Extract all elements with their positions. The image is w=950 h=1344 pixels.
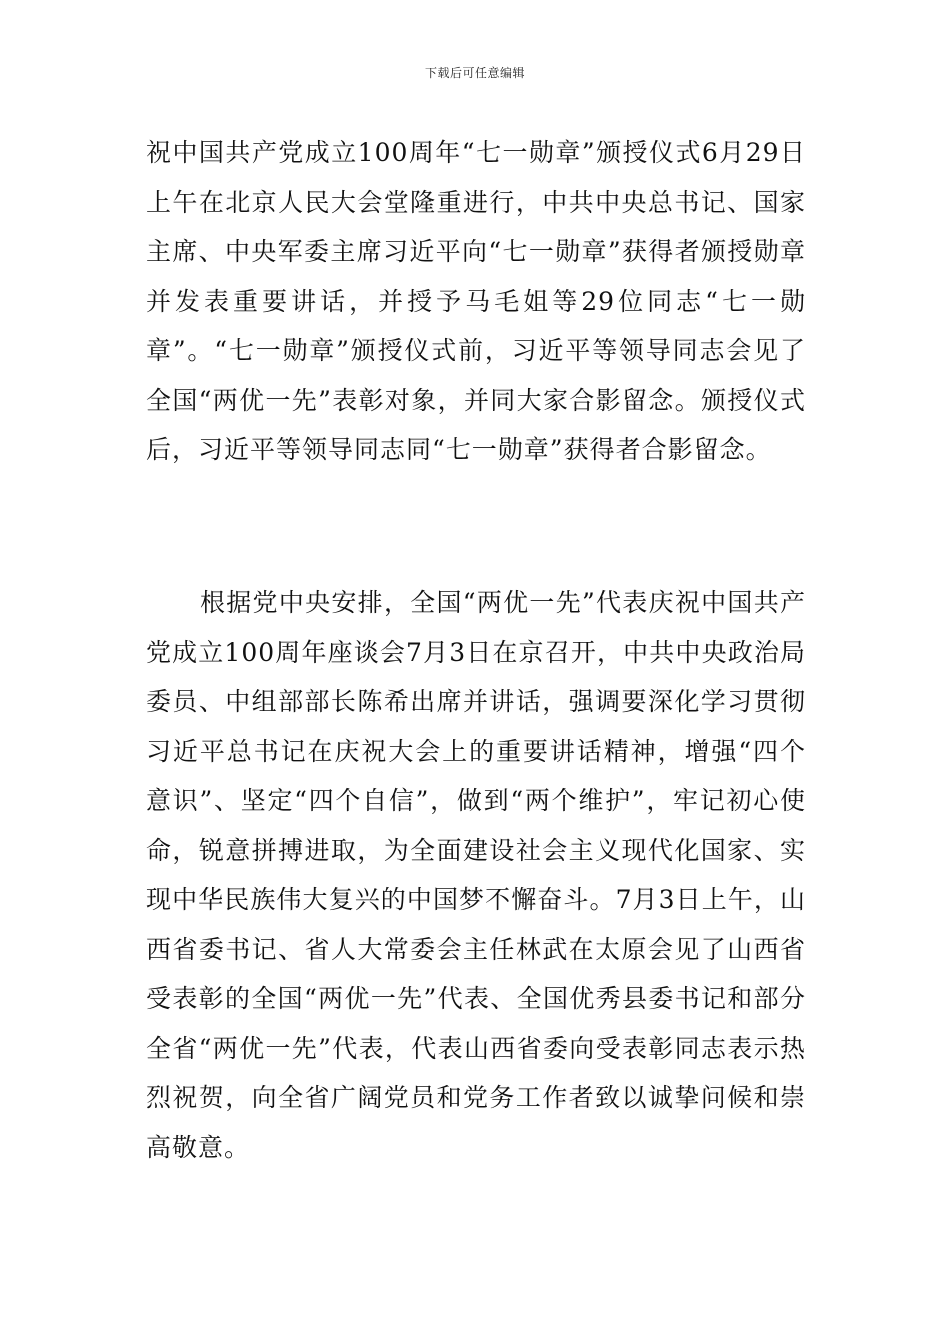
body-paragraph-1: 祝中国共产党成立100周年“七一勋章”颁授仪式6月29日上午在北京人民大会堂隆重进行，中共中央总书记、国家主席、中央军委主席习近平向“七一勋章”获得者颁授勋章并发表重要讲话，并授予马毛姐等29位同志“七一勋章”。“七一勋章”颁授仪式前，习近平等领导同志会见了全国“两优一先”表彰对象，并同大家合影留念。颁授仪式后，习近平等领导同志同“七一勋章”获得者合影留念。 [146,138,806,464]
page-header-note: 下载后可任意编辑 [424,66,525,80]
body-paragraph-2: 根据党中央安排，全国“两优一先”代表庆祝中国共产党成立100周年座谈会7月3日在京召开，中共中央政治局委员、中组部部长陈希出席并讲话，强调要深化学习贯彻习近平总书记在庆祝大会上的重要讲话精神，增强“四个意识”、坚定“四个自信”，做到“两个维护”，牢记初心使命，锐意拼搏进取，为全面建设社会主义现代化国家、实现中华民族伟大复兴的中国梦不懈奋斗。7月3日上午，山西省委书记、省人大常委会主任林武在太原会见了山西省受表彰的全国“两优一先”代表、全国优秀县委书记和部分全省“两优一先”代表，代表山西省委向受表彰同志表示热烈祝贺，向全省广阔党员和党务工作者致以诚挚问候和崇高敬意。 [146,588,806,1162]
